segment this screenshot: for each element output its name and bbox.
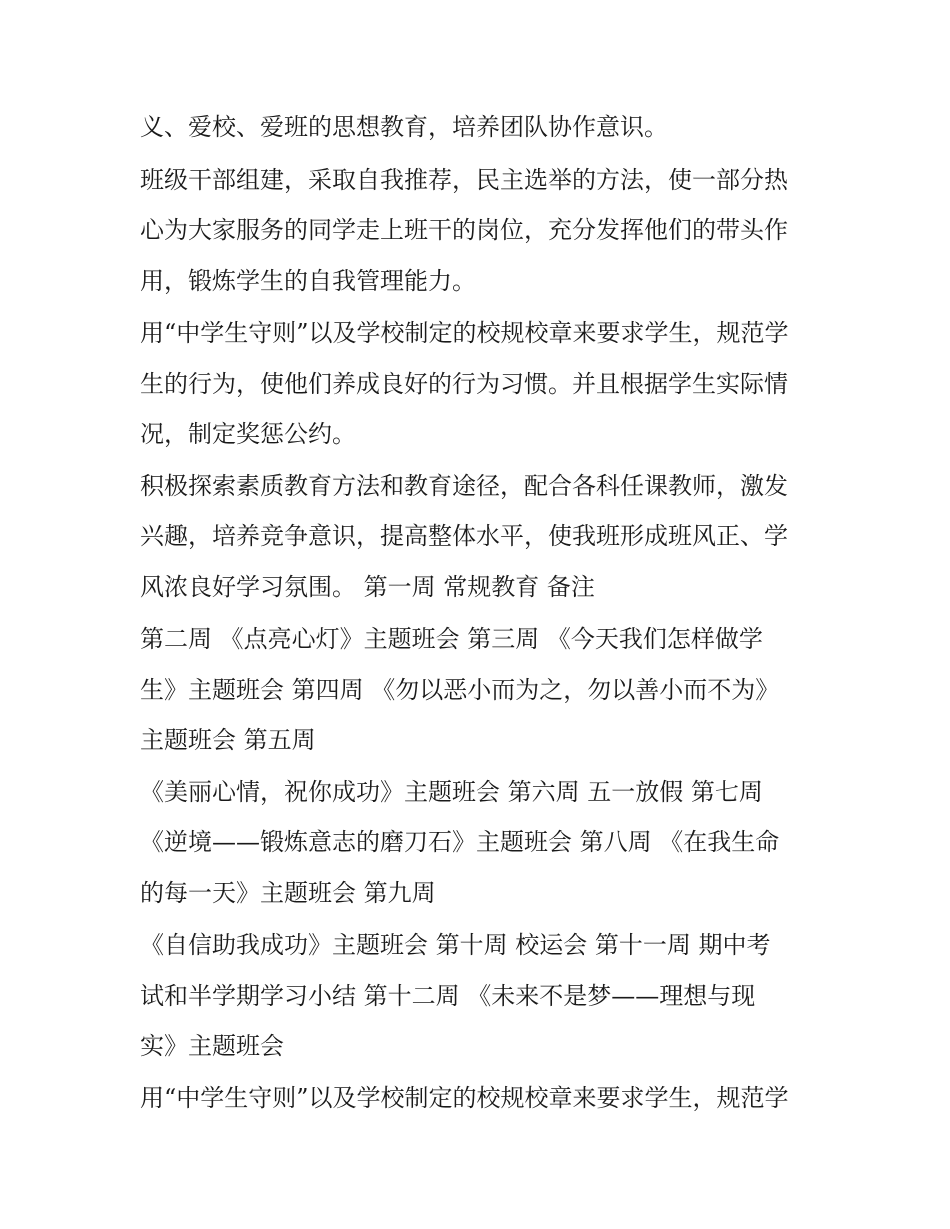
- text-line: 用“中学生守则”以及学校制定的校规校章来要求学生，规范学: [140, 319, 789, 347]
- text-line: 《自信助我成功》主题班会 第十周 校运会 第十一周 期中考: [140, 931, 771, 959]
- text-line: 生的行为，使他们养成良好的行为习惯。并且根据学生实际情: [140, 370, 788, 398]
- text-line: 《美丽心情，祝你成功》主题班会 第六周 五一放假 第七周: [140, 778, 763, 806]
- text-line: 的每一天》主题班会 第九周: [140, 879, 436, 907]
- text-line: 义、爱校、爱班的思想教育，培养团队协作意识。: [140, 113, 668, 141]
- text-line: 《逆境——锻炼意志的磨刀石》主题班会 第八周 《在我生命: [140, 828, 780, 856]
- text-line: 班级干部组建，采取自我推荐，民主选举的方法，使一部分热: [140, 166, 788, 194]
- text-line: 用“中学生守则”以及学校制定的校规校章来要求学生，规范学: [140, 1084, 789, 1112]
- text-line: 积极探索素质教育方法和教育途径，配合各科任课教师，激发: [140, 472, 788, 500]
- text-line: 况，制定奖惩公约。: [140, 420, 356, 448]
- text-line: 第二周 《点亮心灯》主题班会 第三周 《今天我们怎样做学: [140, 625, 763, 653]
- text-line: 兴趣，培养竞争意识，提高整体水平，使我班形成班风正、学: [140, 522, 788, 550]
- text-line: 试和半学期学习小结 第十二周 《未来不是梦——理想与现: [140, 982, 756, 1010]
- text-line: 风浓良好学习氛围。 第一周 常规教育 备注: [140, 573, 595, 601]
- text-line: 生》主题班会 第四周 《勿以恶小而为之，勿以善小而不为》: [140, 676, 780, 704]
- text-line: 主题班会 第五周: [140, 726, 316, 754]
- text-line: 用，锻炼学生的自我管理能力。: [140, 267, 476, 295]
- text-line: 实》主题班会: [140, 1032, 284, 1060]
- text-line: 心为大家服务的同学走上班干的岗位，充分发挥他们的带头作: [140, 216, 788, 244]
